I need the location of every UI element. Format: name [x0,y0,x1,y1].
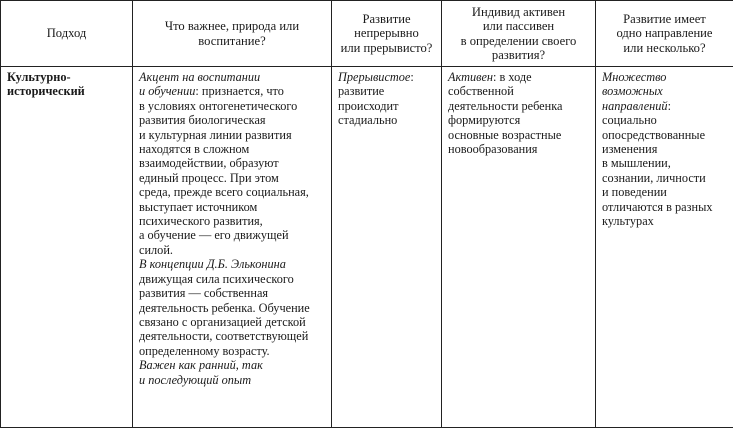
regular-text: единый процесс. При этом [139,171,279,185]
cell-approach [1,67,133,428]
italic-text: Акцент на воспитании [139,70,260,84]
cell-line [139,142,328,156]
italic-text: направлений [602,99,668,113]
header-activity [442,1,596,67]
cell-line [139,344,328,358]
header-line: в определении своего [442,34,595,48]
cell-line [602,185,730,199]
cell-line [448,84,592,98]
regular-text: психического развития, [139,214,263,228]
regular-text: определенному возрасту. [139,344,270,358]
cell-line [139,243,328,257]
regular-text: стадиально [338,113,397,127]
regular-text: и поведении [602,185,667,199]
cell-line [338,84,438,98]
cell-nature-nurture [133,67,332,428]
regular-text: культурах [602,214,654,228]
cell-line [139,329,328,343]
approach-line-1: Культурно- [7,70,129,84]
cell-line [602,156,730,170]
cell-line [139,185,328,199]
header-line: или прерывисто? [332,41,441,55]
cell-direction [596,67,733,428]
regular-text: движущая сила психического [139,272,294,286]
header-line: Индивид активен [442,5,595,19]
header-line: или пассивен [442,19,595,33]
cell-line [139,99,328,113]
regular-text: находятся в сложном [139,142,249,156]
cell-line [448,70,592,84]
cell-line [139,315,328,329]
cell-line [602,171,730,185]
regular-text: силой. [139,243,173,257]
regular-text: : признается, что [195,84,284,98]
header-line: или несколько? [596,41,733,55]
cell-line [139,228,328,242]
regular-text: в условиях онтогенетического [139,99,297,113]
header-line: Что важнее, природа или [133,19,331,33]
cell-line [139,301,328,315]
italic-text: Активен [448,70,493,84]
cell-line [139,113,328,127]
cell-line [139,128,328,142]
cell-line [139,214,328,228]
italic-text: Прерывистое [338,70,410,84]
regular-text: и культурная линии развития [139,128,292,142]
cell-line [602,84,730,98]
cell-line [139,70,328,84]
header-line: Развитие [332,12,441,26]
regular-text: изменения [602,142,657,156]
regular-text: развития — собственная [139,286,268,300]
cell-line [139,358,328,372]
regular-text: : [668,99,671,113]
regular-text: среда, прежде всего социальная, [139,185,309,199]
italic-text: и обучении [139,84,195,98]
italic-text: и последующий опыт [139,373,251,387]
cell-continuity [332,67,442,428]
regular-text: деятельности, соответствующей [139,329,308,343]
header-direction [596,1,733,67]
cell-line [448,113,592,127]
regular-text: : [410,70,413,84]
regular-text: развитие [338,84,384,98]
regular-text: деятельность ребенка. Обучение [139,301,310,315]
regular-text: сознании, личности [602,171,706,185]
cell-line [139,200,328,214]
regular-text: формируются [448,113,520,127]
regular-text: основные возрастные [448,128,561,142]
header-line: Подход [1,26,132,40]
cell-line [448,99,592,113]
cell-line [602,99,730,113]
regular-text: социально [602,113,657,127]
italic-text: Множество [602,70,666,84]
cell-line [139,171,328,185]
header-row [1,1,733,67]
cell-line [139,156,328,170]
cell-line [338,99,438,113]
cell-line [602,128,730,142]
header-line: воспитание? [133,34,331,48]
header-line: одно направление [596,26,733,40]
cell-line [602,70,730,84]
approach-line-2: исторический [7,84,129,98]
cell-line [139,286,328,300]
italic-text: В концепции Д.Б. Эльконина [139,257,286,271]
cell-line [448,142,592,156]
regular-text: развития биологическая [139,113,266,127]
regular-text: взаимодействии, образуют [139,156,279,170]
regular-text: опосредствованные [602,128,705,142]
header-continuity [332,1,442,67]
regular-text: : в ходе [493,70,532,84]
regular-text: деятельности ребенка [448,99,562,113]
regular-text: собственной [448,84,514,98]
regular-text: а обучение — его движущей [139,228,289,242]
cell-line [602,200,730,214]
cell-activity [442,67,596,428]
header-nature-nurture [133,1,332,67]
cell-line [338,113,438,127]
cell-line [338,70,438,84]
regular-text: в мышлении, [602,156,671,170]
regular-text: происходит [338,99,398,113]
header-line: непрерывно [332,26,441,40]
regular-text: выступает источником [139,200,257,214]
italic-text: Важен как ранний, так [139,358,263,372]
table-row [1,67,733,428]
cell-line [602,142,730,156]
regular-text: связано с организацией детской [139,315,306,329]
header-line: Развитие имеет [596,12,733,26]
regular-text: отличаются в разных [602,200,713,214]
header-line: развития? [442,48,595,62]
cell-line [139,272,328,286]
cell-line [448,128,592,142]
cell-line [139,84,328,98]
italic-text: возможных [602,84,663,98]
cell-line [602,214,730,228]
regular-text: новообразования [448,142,537,156]
cell-line [602,113,730,127]
header-approach [1,1,133,67]
cell-line [139,257,328,271]
cell-line [139,373,328,387]
